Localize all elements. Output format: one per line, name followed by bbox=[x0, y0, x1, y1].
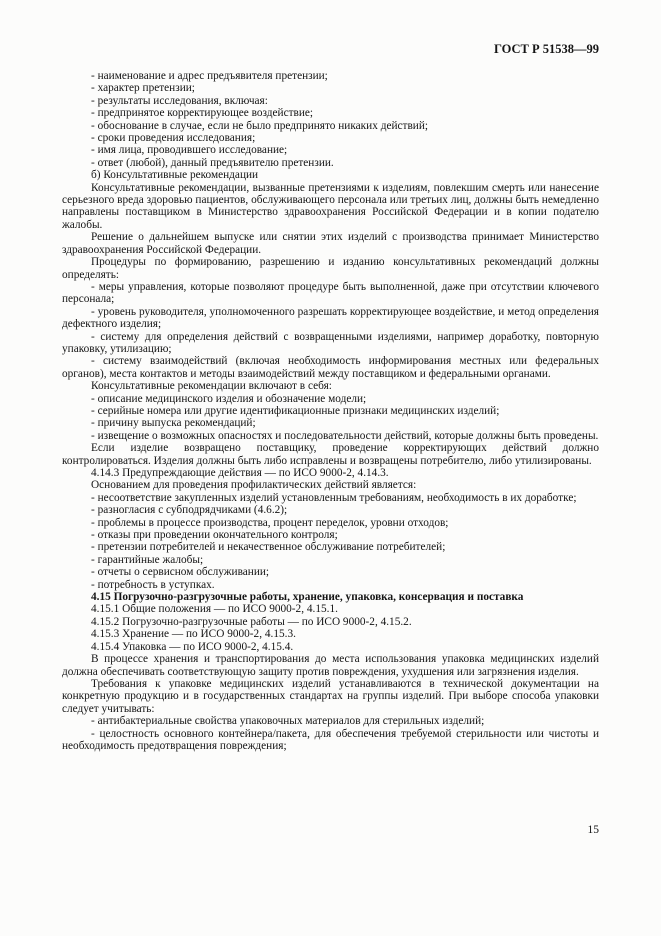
text-line: Основанием для проведения профилактических действий является: bbox=[91, 479, 417, 492]
text-line: - систему для определения действий с возвращенными изделиями, например доработку, повторную упаковку, утилизацию; bbox=[62, 330, 599, 355]
text-line: Требования к упаковке медицинских изделий устанавливаются в технической документации на конкретную продукцию и в государственных стандартах на группы изделий. При выборе способа упаковки следует учитывать: bbox=[62, 677, 599, 715]
text-line: Если изделие возвращено поставщику, проведение корректирующих действий должно контролироваться. Изделия должны быть либо исправлены и возвращены потребителю, либо утилизированы. bbox=[62, 442, 599, 467]
text-line: - результаты исследования, включая: bbox=[91, 94, 268, 107]
text-line: - потребность в уступках. bbox=[91, 578, 215, 591]
text-line: - уровень руководителя, уполномоченного разрешать корректирующее воздействие, и метод определения дефектного изделия; bbox=[62, 305, 599, 331]
text-line: - разногласия с субподрядчиками (4.6.2); bbox=[91, 504, 288, 517]
text-line: В процессе хранения и транспортирования до места использования упаковка медицинских изделий должна обеспечивать соответствующую защиту против повреждения, ухудшения или загрязнения изделия. bbox=[62, 653, 599, 678]
text-line: - претензии потребителей и некачественное обслуживание потребителей; bbox=[91, 541, 446, 554]
text-line: - сроки проведения исследования; bbox=[91, 132, 256, 145]
text-line: - имя лица, проводившего исследование; bbox=[91, 144, 288, 157]
text-line: - антибактериальные свойства упаковочных материалов для стерильных изделий; bbox=[91, 715, 485, 728]
text-line: - отказы при проведении окончательного контроля; bbox=[91, 529, 338, 542]
text-line: 4.14.3 Предупреждающие действия — по ИСО 9000-2, 4.14.3. bbox=[91, 467, 389, 479]
text-line: Консультативные рекомендации, вызванные претензиями к изделиям, повлекшим смерть или нанесение серьезного вреда здоровью пациентов, обслуживающего персонала или третьих лиц, должны быть немедленно направлены поставщиком в Министерство здравоохранения Российской Федерации и в копии подателю жалобы. bbox=[62, 181, 599, 231]
standard-header: ГОСТ Р 51538—99 bbox=[493, 42, 599, 56]
text-line: - предпринятое корректирующее воздействие; bbox=[91, 107, 314, 120]
text-line: 4.15.2 Погрузочно-разгрузочные работы — по ИСО 9000-2, 4.15.2. bbox=[91, 615, 412, 628]
text-line: - гарантийные жалобы; bbox=[91, 553, 204, 566]
text-line: Консультативные рекомендации включают в себя: bbox=[91, 380, 332, 393]
text-line: - наименование и адрес предъявителя претензии; bbox=[91, 70, 328, 82]
text-line: Процедуры по формированию, разрешению и изданию консультативных рекомендаций должны определять: bbox=[62, 256, 599, 281]
text-line: 4.15.1 Общие положения — по ИСО 9000-2, 4.15.1. bbox=[91, 603, 338, 616]
document-body bbox=[62, 70, 599, 752]
page-number: 15 bbox=[587, 824, 599, 836]
text-line: - систему взаимодействий (включая необходимость информирования местных или федеральных органов), места контактов и методы взаимодействий между поставщиком и федеральными органами. bbox=[62, 355, 599, 380]
text-line: - отчеты о сервисном обслуживании; bbox=[91, 566, 270, 579]
text-line: б) Консультативные рекомендации bbox=[91, 169, 259, 182]
text-line: - обоснование в случае, если не было предпринято никаких действий; bbox=[91, 119, 429, 132]
text-line: 4.15 Погрузочно-разгрузочные работы, хранение, упаковка, консервация и поставка bbox=[91, 591, 524, 604]
text-line: Решение о дальнейшем выпуске или снятии этих изделий с производства принимает Министерство здравоохранения Российской Федерации. bbox=[62, 231, 599, 256]
text-line: - несоответствие закупленных изделий установленным требованиям, необходимость в их доработке; bbox=[91, 491, 577, 504]
text-line: - проблемы в процессе производства, процент переделок, уровни отходов; bbox=[91, 516, 449, 529]
text-line: 4.15.4 Упаковка — по ИСО 9000-2, 4.15.4. bbox=[91, 640, 294, 653]
text-line: - описание медицинского изделия и обозначение модели; bbox=[91, 392, 367, 405]
text-line: - меры управления, которые позволяют процедуре быть выполненной, даже при отсутствии ключевого персонала; bbox=[62, 280, 599, 306]
text-line: - характер претензии; bbox=[91, 82, 195, 95]
text-line: - причину выпуска рекомендаций; bbox=[91, 417, 256, 430]
text-line: - извещение о возможных опасностях и последовательности действий, которые должны быть проведены. bbox=[91, 429, 599, 442]
text-line: - целостность основного контейнера/пакета, для обеспечения требуемой стерильности или чистоты и необходимость предотвращения повреждения; bbox=[62, 727, 599, 752]
text-line: - ответ (любой), данный предъявителю претензии. bbox=[91, 156, 334, 169]
text-line: - серийные номера или другие идентификационные признаки медицинских изделий; bbox=[91, 404, 500, 417]
text-line: 4.15.3 Хранение — по ИСО 9000-2, 4.15.3. bbox=[91, 628, 296, 641]
